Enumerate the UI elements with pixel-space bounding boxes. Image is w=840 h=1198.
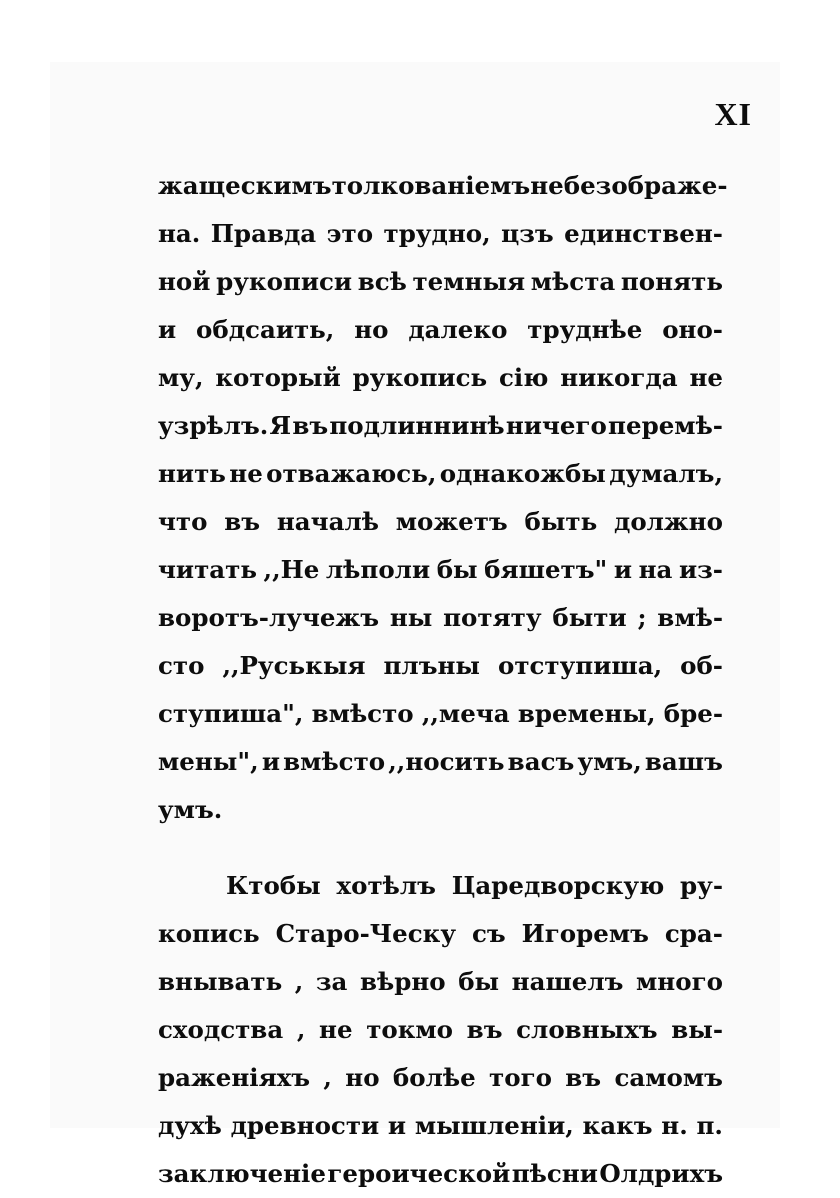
word: перемѣ-: [608, 411, 723, 440]
word: самомъ: [614, 1063, 723, 1092]
word: н.: [661, 1111, 688, 1140]
word: мѣста: [530, 267, 616, 296]
word: копись: [158, 919, 260, 948]
word: внывать: [158, 967, 283, 996]
text-line: [158, 738, 723, 786]
word: вмѣсто: [311, 699, 414, 728]
word: бре-: [663, 699, 723, 728]
word: должно: [613, 507, 723, 536]
text-line: [158, 498, 723, 546]
word: и: [613, 555, 633, 584]
text-line: [158, 162, 728, 210]
word: однакожбы: [439, 459, 606, 488]
word: плъны: [383, 651, 480, 680]
text-line: [158, 594, 723, 642]
body-text: [158, 162, 728, 1198]
word: не: [689, 363, 723, 392]
word: нашелъ: [511, 967, 624, 996]
word: ,,меча: [421, 699, 510, 728]
word: вы-: [671, 1015, 723, 1044]
word: и: [158, 315, 177, 344]
word: ступиша",: [158, 699, 304, 728]
word: болѣе: [392, 1063, 476, 1092]
word: сію: [499, 363, 549, 392]
text-line: [158, 862, 723, 910]
page-number: XI: [714, 96, 752, 132]
word: въ: [466, 1015, 503, 1044]
word: далеко: [408, 315, 508, 344]
word: сходства: [158, 1015, 284, 1044]
word: что: [158, 507, 208, 536]
word: началѣ: [276, 507, 379, 536]
word: васъ: [507, 747, 575, 776]
word: никогда: [560, 363, 678, 392]
word: ру-: [680, 871, 723, 900]
word: того: [489, 1063, 552, 1092]
word: об-: [680, 651, 723, 680]
word: словныхъ: [516, 1015, 658, 1044]
text-line: [158, 546, 723, 594]
word: му,: [158, 363, 204, 392]
word: лѣполи: [325, 555, 431, 584]
text-line: [158, 1006, 723, 1054]
word: можетъ: [395, 507, 508, 536]
word: вмѣсто: [283, 747, 386, 776]
word: быти: [552, 603, 627, 632]
text-line: [158, 786, 723, 834]
text-line: [158, 642, 723, 690]
word: оно-: [662, 315, 723, 344]
word: но: [354, 315, 389, 344]
word: Я: [269, 411, 292, 440]
paragraph-gap: [158, 834, 723, 862]
word: Игоремъ: [521, 919, 649, 948]
word: умъ.: [158, 795, 223, 824]
word: Ктобы: [226, 871, 321, 900]
word: ,: [296, 1015, 306, 1044]
word: ;: [637, 603, 647, 632]
word: Правда: [210, 219, 317, 248]
word: всѣ: [357, 267, 407, 296]
word: быть: [524, 507, 598, 536]
word: но: [345, 1063, 380, 1092]
word: нить: [158, 459, 226, 488]
word: безображе-: [563, 171, 728, 200]
word: рукописи: [216, 267, 353, 296]
word: Старо-Ческу: [275, 919, 457, 948]
word: вашъ: [644, 747, 723, 776]
word: толкованіемъ: [331, 171, 531, 200]
word: цзъ: [501, 219, 554, 248]
word: бы: [458, 967, 500, 996]
word: сто: [158, 651, 205, 680]
word: жащескимъ: [158, 171, 332, 200]
word: потяту: [443, 603, 542, 632]
paragraph-1: [158, 162, 728, 834]
word: ны: [389, 603, 433, 632]
word: какъ: [582, 1111, 653, 1140]
word: пѣсни: [511, 1159, 598, 1188]
word: времены,: [517, 699, 656, 728]
word: единствен-: [564, 219, 723, 248]
word: ,: [323, 1063, 332, 1092]
word: который: [215, 363, 341, 392]
text-line: [158, 258, 723, 306]
word: бяшетъ": [484, 555, 608, 584]
text-line: [158, 450, 723, 498]
word: п.: [696, 1111, 723, 1140]
word: въ: [224, 507, 261, 536]
word: понять: [620, 267, 723, 296]
word: Царедворскую: [451, 871, 665, 900]
word: и: [261, 747, 280, 776]
word: въ: [565, 1063, 602, 1092]
text-line: [158, 210, 723, 258]
word: съ: [471, 919, 506, 948]
word: ,,носить: [388, 747, 505, 776]
text-line: [158, 354, 723, 402]
word: ной: [158, 267, 211, 296]
word: ,: [294, 967, 304, 996]
word: вмѣ-: [657, 603, 723, 632]
word: ничего: [505, 411, 607, 440]
word: из-: [678, 555, 723, 584]
word: темныя: [412, 267, 526, 296]
word: подлиннинѣ: [329, 411, 505, 440]
word: вѣрно: [359, 967, 446, 996]
word: умъ,: [577, 747, 642, 776]
text-line: [158, 1054, 723, 1102]
word: на: [638, 555, 673, 584]
word: мышленіи,: [414, 1111, 574, 1140]
word: обдсаить,: [196, 315, 335, 344]
word: бы: [436, 555, 478, 584]
word: ,,Не: [263, 555, 320, 584]
text-line: [158, 910, 723, 958]
word: не: [319, 1015, 353, 1044]
word: отважаюсь,: [266, 459, 437, 488]
word: на.: [158, 219, 201, 248]
word: заключеніе: [158, 1159, 326, 1188]
word: много: [636, 967, 723, 996]
word: сра-: [664, 919, 723, 948]
text-line: [158, 958, 723, 1006]
word: узрѣлъ.: [158, 411, 269, 440]
word: хотѣлъ: [336, 871, 436, 900]
word: Олдрихъ: [599, 1159, 723, 1188]
text-line: [158, 690, 723, 738]
word: рукопись: [352, 363, 488, 392]
word: это: [326, 219, 374, 248]
text-line: [158, 402, 723, 450]
word: и: [387, 1111, 407, 1140]
word: трудно,: [383, 219, 491, 248]
text-line: [158, 1102, 723, 1150]
word: мены",: [158, 747, 259, 776]
word: токмо: [366, 1015, 454, 1044]
word: за: [315, 967, 348, 996]
paragraph-2: [158, 862, 723, 1198]
word: въ: [292, 411, 329, 440]
word: труднѣе: [527, 315, 643, 344]
word: не: [229, 459, 263, 488]
word: думалъ,: [609, 459, 723, 488]
text-line: [158, 306, 723, 354]
word: древности: [230, 1111, 380, 1140]
word: ,,Руськыя: [222, 651, 366, 680]
word: воротъ-лучежъ: [158, 603, 379, 632]
word: отступиша,: [497, 651, 663, 680]
word: раженіяхъ: [158, 1063, 311, 1092]
word: читать: [158, 555, 257, 584]
word: героической: [327, 1159, 511, 1188]
word: духѣ: [158, 1111, 222, 1140]
word: не: [530, 171, 564, 200]
